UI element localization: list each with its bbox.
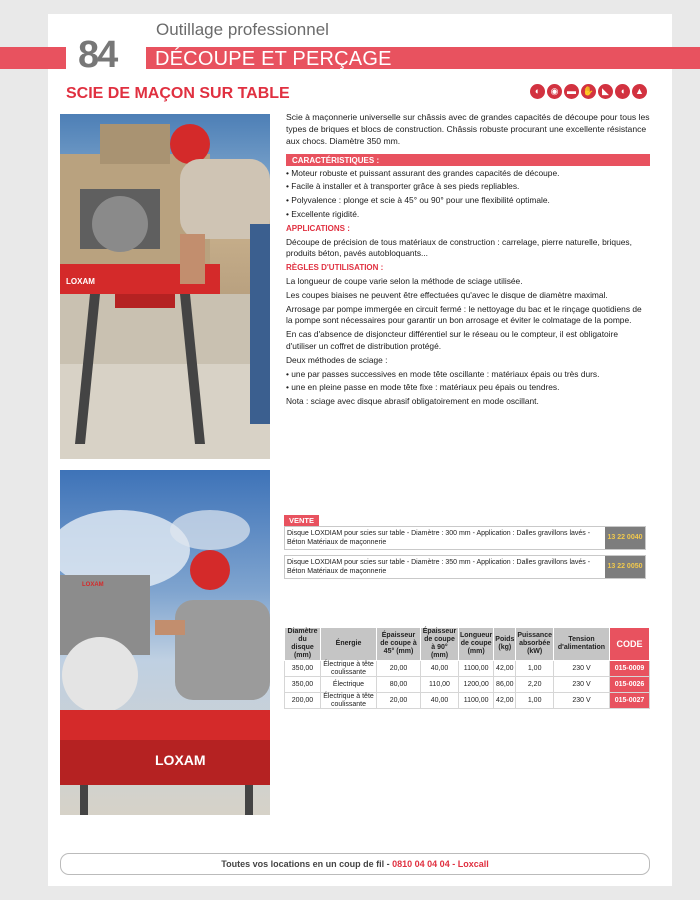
characteristic-item: • Moteur robuste et puissant assurant des grandes capacités de découpe.	[286, 167, 560, 178]
cell: 1,00	[516, 693, 554, 709]
vente-row	[284, 555, 646, 579]
photo-saw-illustration-1	[60, 114, 270, 459]
cell: 230 V	[553, 661, 609, 677]
photo-saw-operator-2	[60, 470, 270, 815]
col-header: Tension d'alimentation	[553, 628, 609, 661]
description-column	[286, 111, 650, 408]
applications-text: Découpe de précision de tous matériaux de construction : carrelage, pierre naturelle, briques, produits béton, pavés autobloquants...	[286, 236, 632, 259]
product-title: SCIE DE MAÇON SUR TABLE	[66, 85, 290, 102]
footer-banner	[60, 853, 650, 875]
section-title: DÉCOUPE ET PERÇAGE	[155, 48, 392, 70]
characteristics-heading: CARACTÉRISTIQUES :	[286, 154, 650, 166]
photo2-brand: LOXAM	[155, 752, 206, 768]
code-cell: 015-0009	[609, 661, 649, 677]
col-header: Longueur de coupe (mm)	[459, 628, 494, 661]
cell: Électrique à tête coulissante	[321, 661, 377, 677]
rule-item: Deux méthodes de sciage :	[286, 354, 388, 365]
photo2-brand-small: LOXAM	[82, 582, 104, 588]
code-cell: 015-0026	[609, 677, 649, 693]
page-number-box	[66, 32, 146, 76]
cell: 350,00	[285, 677, 321, 693]
vente-row	[284, 526, 646, 550]
photo-saw-illustration-2	[60, 470, 270, 815]
rule-item: La longueur de coupe varie selon la méthode de sciage utilisée.	[286, 275, 523, 286]
cell: 110,00	[421, 677, 459, 693]
col-header: Énergie	[321, 628, 377, 661]
cell: 20,00	[377, 693, 421, 709]
rule-item: Les coupes biaises ne peuvent être effectuées qu'avec le disque de diamètre maximal.	[286, 289, 608, 300]
cell: 1200,00	[459, 677, 494, 693]
vente-code: 13 22 0040	[605, 527, 645, 549]
cell: 42,00	[494, 693, 516, 709]
cell: 40,00	[421, 661, 459, 677]
cell: 2,20	[516, 677, 554, 693]
cell: 42,00	[494, 661, 516, 677]
applications-heading: APPLICATIONS :	[286, 223, 350, 233]
cell: 350,00	[285, 661, 321, 677]
col-header: Diamètre du disque (mm)	[285, 628, 321, 661]
cell: 86,00	[494, 677, 516, 693]
table-row	[285, 661, 650, 677]
product-intro: Scie à maçonnerie universelle sur châssis avec de grandes capacités de découpe pour tous les types de briques et blocs de construction. Châssis robuste procurant une excellente résistance aux chocs. Diamètre 350 mm.	[286, 112, 650, 147]
vente-label: VENTE	[284, 515, 319, 526]
vente-desc: Disque LOXDIAM pour scies sur table - Diamètre : 350 mm - Application : Dalles gravillons lavés - Béton Matériaux de maçonnerie	[287, 559, 591, 575]
cell: 1100,00	[459, 693, 494, 709]
rule-item: Arrosage par pompe immergée en circuit fermé : le nettoyage du bac et le rinçage quotidiens de la pompe sont nécessaires pour garantir un bon arrosage et éviter le colmatage de la pompe.	[286, 303, 642, 326]
kicker: Outillage professionnel	[156, 20, 329, 39]
characteristic-item: • Polyvalence : plonge et scie à 45° ou 90° pour une flexibilité optimale.	[286, 195, 550, 206]
ear-protection-icon: ◐	[530, 84, 545, 99]
goggles-icon: ◉	[547, 84, 562, 99]
method-item: • une par passes successives en mode tête oscillante : matériaux épais ou très durs.	[286, 368, 600, 379]
mask-icon: ▬	[564, 84, 579, 99]
col-header: Épaisseur de coupe à 90° (mm)	[421, 628, 459, 661]
cell: Électrique à tête coulissante	[321, 693, 377, 709]
code-cell: 015-0027	[609, 693, 649, 709]
footer-text: Toutes vos locations en un coup de fil -	[221, 859, 393, 869]
table-row	[285, 677, 650, 693]
cell: 200,00	[285, 693, 321, 709]
gloves-icon: ✋	[581, 84, 596, 99]
spec-header-row	[285, 628, 650, 661]
rule-item: En cas d'absence de disjoncteur différentiel sur le réseau ou le compteur, il est obligatoire d'utiliser un coffret de distribution protégé.	[286, 329, 618, 351]
cell: 40,00	[421, 693, 459, 709]
vente-code: 13 22 0050	[605, 556, 645, 578]
method-item: • une en pleine passe en mode tête fixe : matériaux peu épais ou tendres.	[286, 382, 560, 393]
col-header: Puissance absorbée (kW)	[516, 628, 554, 661]
safety-icons	[530, 84, 647, 99]
cell: Électrique	[321, 677, 377, 693]
cell: 1,00	[516, 661, 554, 677]
cell: 230 V	[553, 693, 609, 709]
boots-icon: ◣	[598, 84, 613, 99]
cell: 230 V	[553, 677, 609, 693]
photo1-brand: LOXAM	[66, 277, 95, 286]
col-header-code: CODE	[609, 628, 649, 661]
characteristic-item: • Facile à installer et à transporter grâce à ses pieds repliables.	[286, 181, 520, 192]
photo-saw-operator-1	[60, 114, 270, 459]
page-number: 84	[78, 34, 117, 76]
noise-icon: ◖	[615, 84, 630, 99]
vente-desc: Disque LOXDIAM pour scies sur table - Diamètre : 300 mm - Application : Dalles gravillons lavés - Béton Matériaux de maçonnerie	[287, 530, 591, 546]
spec-table	[284, 627, 650, 709]
rules-heading: RÈGLES D'UTILISATION :	[286, 263, 384, 273]
characteristic-item: • Excellente rigidité.	[286, 209, 360, 219]
cell: 1100,00	[459, 661, 494, 677]
hardhat-icon: ▲	[632, 84, 647, 99]
footer-phone[interactable]: 0810 04 04 04 - Loxcall	[392, 859, 489, 869]
cell: 20,00	[377, 661, 421, 677]
table-row	[285, 693, 650, 709]
note-text: Nota : sciage avec disque abrasif obligatoirement en mode oscillant.	[286, 396, 539, 407]
col-header: Épaisseur de coupe à 45° (mm)	[377, 628, 421, 661]
cell: 80,00	[377, 677, 421, 693]
col-header: Poids (kg)	[494, 628, 516, 661]
